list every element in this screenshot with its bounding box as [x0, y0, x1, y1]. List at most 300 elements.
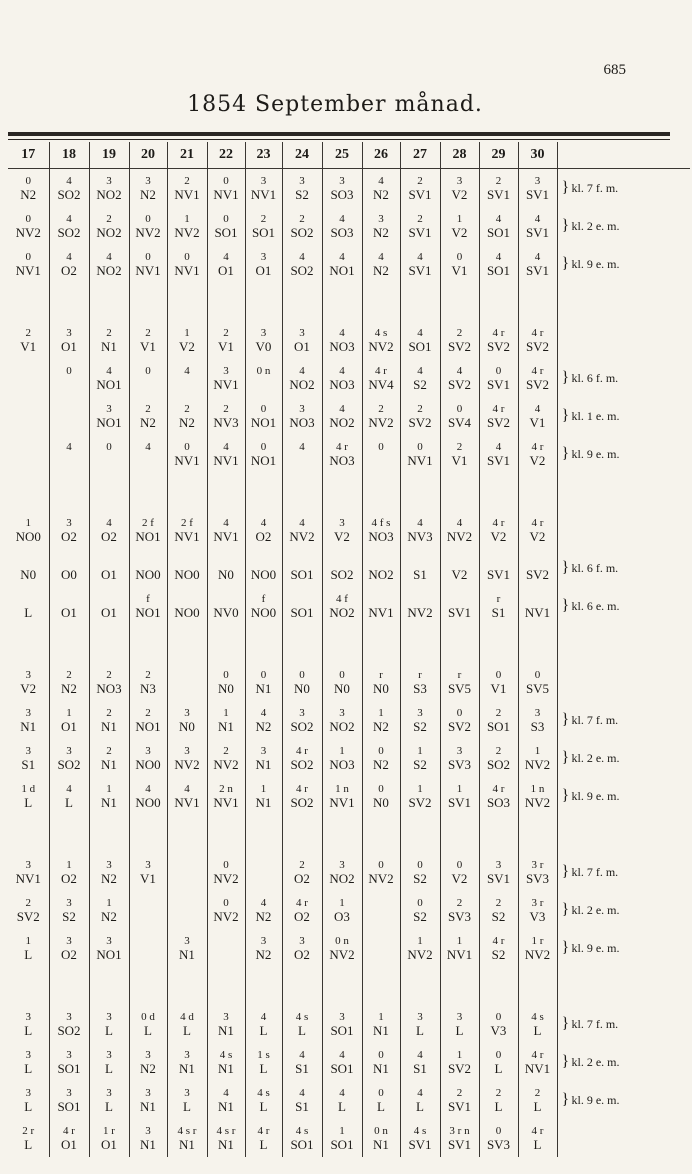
- observation-cell: [479, 359, 518, 397]
- cloud-value: 3: [417, 706, 423, 719]
- wind-value: N2: [373, 756, 389, 772]
- cloud-value: 1: [339, 744, 345, 757]
- observation-cell: [362, 777, 400, 815]
- wind-value: NV1: [174, 794, 200, 810]
- cloud-value: 4: [299, 364, 305, 377]
- cloud-value: 4: [184, 782, 190, 795]
- cloud-value: 1: [106, 782, 112, 795]
- wind-value: SV1: [486, 452, 511, 468]
- observation-cell: [207, 321, 245, 359]
- cloud-value: 4: [456, 516, 463, 529]
- observation-cell: [245, 397, 282, 435]
- cloud-value: [8, 402, 49, 416]
- observation-cell: [167, 245, 207, 283]
- wind-value: [130, 454, 167, 469]
- wind-value: L: [533, 1098, 542, 1114]
- cloud-value: 4: [106, 364, 112, 377]
- observation-cell: [245, 1119, 282, 1157]
- observation-cell: [89, 549, 129, 587]
- observation-cell: [282, 511, 322, 549]
- time-note: [557, 549, 690, 587]
- wind-value: SV1: [486, 186, 511, 202]
- cloud-value: [130, 896, 167, 910]
- time-note: [557, 891, 690, 929]
- observation-cell: [479, 663, 518, 701]
- wind-value: SV2: [408, 414, 432, 430]
- brace-icon: }: [561, 1091, 570, 1108]
- observation-cell: [167, 207, 207, 245]
- time-note: [557, 929, 690, 967]
- wind-value: V1: [451, 262, 468, 278]
- time-note: [557, 1005, 690, 1043]
- wind-value: SO1: [330, 1136, 354, 1152]
- wind-value: SO1: [330, 1060, 354, 1076]
- observation-cell: [207, 207, 245, 245]
- observation-cell: [129, 435, 167, 473]
- cloud-value: 4: [417, 250, 423, 263]
- cloud-value: 4: [66, 212, 72, 225]
- cloud-value: 1 n: [335, 782, 349, 795]
- cloud-value: 4: [339, 402, 345, 415]
- observation-cell: [282, 701, 322, 739]
- observation-cell: [440, 321, 479, 359]
- cloud-value: 3: [534, 706, 541, 719]
- observation-cell: [322, 701, 362, 739]
- observation-cell: [207, 663, 245, 701]
- cloud-value: 4 r: [492, 516, 505, 529]
- wind-value: O0: [61, 566, 77, 582]
- observation-cell: [207, 1119, 245, 1157]
- observation-cell: [129, 663, 167, 701]
- wind-value: L: [416, 1098, 424, 1114]
- wind-value: O1: [255, 262, 272, 278]
- observation-cell: [479, 891, 518, 929]
- observation-cell: [8, 663, 49, 701]
- cloud-value: 2: [106, 706, 112, 719]
- wind-value: [208, 948, 245, 963]
- observation-cell: [518, 1043, 557, 1081]
- cloud-value: 2: [495, 174, 502, 187]
- wind-value: NO3: [329, 376, 355, 392]
- cloud-value: 4: [66, 440, 72, 453]
- observation-cell: [282, 1005, 322, 1043]
- cloud-value: 4: [417, 1086, 423, 1099]
- observation-cell: [362, 739, 400, 777]
- time-note-label: kl. 9 e. m.: [571, 789, 620, 803]
- observation-cell: [440, 891, 479, 929]
- wind-value: [90, 454, 129, 469]
- cloud-value: f: [261, 592, 266, 605]
- cloud-value: 4: [299, 1048, 305, 1061]
- cloud-value: 2: [495, 706, 502, 719]
- wind-value: SV2: [447, 1060, 472, 1076]
- cloud-value: 3: [339, 174, 345, 187]
- cloud-value: 0: [417, 858, 423, 871]
- wind-value: S2: [413, 870, 427, 886]
- observation-cell: [362, 549, 400, 587]
- observation-cell: [207, 1043, 245, 1081]
- column-header-day: 17: [8, 142, 49, 169]
- cloud-value: r: [379, 668, 383, 681]
- wind-value: NO2: [329, 718, 355, 734]
- wind-value: N1: [101, 756, 117, 772]
- observation-cell: [322, 435, 362, 473]
- observation-cell: [49, 777, 89, 815]
- wind-value: SO1: [57, 1060, 81, 1076]
- wind-value: O2: [294, 870, 310, 886]
- observation-cell: [245, 549, 282, 587]
- wind-value: SV1: [447, 604, 472, 620]
- observation-cell: [245, 245, 282, 283]
- table-row: [8, 777, 690, 815]
- observation-cell: [129, 587, 167, 625]
- observation-cell: [518, 511, 557, 549]
- cloud-value: 4: [339, 250, 345, 263]
- cloud-value: 0 n: [374, 1124, 388, 1137]
- time-note-label: kl. 1 e. m.: [571, 409, 620, 423]
- cloud-value: 0: [260, 402, 267, 415]
- wind-value: N2: [179, 414, 195, 430]
- observation-cell: [8, 701, 49, 739]
- observation-cell: [282, 207, 322, 245]
- observation-cell: [282, 1081, 322, 1119]
- cloud-value: 3: [299, 174, 305, 187]
- cloud-value: 4: [260, 1010, 267, 1023]
- observation-cell: [362, 1081, 400, 1119]
- observation-cell: [282, 359, 322, 397]
- cloud-value: 2: [260, 212, 267, 225]
- cloud-value: 0: [223, 174, 229, 187]
- observation-cell: [89, 739, 129, 777]
- observation-cell: [362, 359, 400, 397]
- wind-value: L: [259, 1060, 268, 1076]
- cloud-value: 1: [417, 934, 423, 947]
- observation-cell: [167, 321, 207, 359]
- cloud-value: 3: [106, 1086, 112, 1099]
- table-row: [8, 1081, 690, 1119]
- observation-cell: [8, 169, 49, 208]
- wind-value: S2: [413, 718, 427, 734]
- wind-value: NV1: [135, 262, 161, 278]
- cloud-value: 4: [417, 516, 423, 529]
- observation-cell: [8, 511, 49, 549]
- observation-cell: [167, 587, 207, 625]
- wind-value: NV2: [135, 224, 161, 240]
- cloud-value: 0: [260, 440, 267, 453]
- wind-value: NV2: [368, 870, 394, 886]
- cloud-value: 0: [339, 668, 345, 681]
- cloud-value: 4: [223, 440, 229, 453]
- wind-value: NV1: [524, 604, 551, 620]
- wind-value: N1: [255, 680, 272, 696]
- cloud-value: 3: [106, 858, 112, 871]
- wind-value: NO1: [96, 376, 122, 392]
- wind-value: S2: [413, 908, 427, 924]
- cloud-value: 0: [25, 174, 31, 187]
- cloud-value: 4: [339, 364, 345, 377]
- wind-value: NO1: [135, 604, 161, 620]
- wind-value: NO0: [174, 604, 200, 620]
- observation-cell: [245, 511, 282, 549]
- observation-cell: [167, 435, 207, 473]
- wind-value: NO2: [96, 224, 122, 240]
- time-note-label: kl. 9 e. m.: [571, 257, 620, 271]
- cloud-value: 2: [145, 402, 151, 415]
- cloud-value: 4: [495, 212, 502, 225]
- time-note-label: kl. 7 f. m.: [571, 713, 619, 727]
- observation-cell: [167, 929, 207, 967]
- wind-value: SV1: [525, 262, 550, 278]
- cloud-value: 1 n: [530, 782, 545, 795]
- brace-icon: }: [561, 787, 570, 804]
- cloud-value: [363, 554, 400, 568]
- observation-cell: [245, 1005, 282, 1043]
- wind-value: [363, 910, 400, 925]
- cloud-value: 0: [66, 364, 72, 377]
- observation-cell: [129, 511, 167, 549]
- observation-cell: [518, 435, 557, 473]
- wind-value: V2: [451, 224, 468, 240]
- observation-cell: [518, 245, 557, 283]
- cloud-value: 1 r: [531, 934, 544, 947]
- wind-value: L: [24, 1060, 33, 1076]
- wind-value: L: [259, 1022, 268, 1038]
- cloud-value: 0: [378, 440, 384, 453]
- table-row: [8, 1043, 690, 1081]
- wind-value: SV2: [447, 376, 472, 392]
- cloud-value: [441, 592, 479, 606]
- wind-value: [130, 910, 167, 925]
- observation-cell: [282, 663, 322, 701]
- observation-cell: [440, 1119, 479, 1157]
- observation-cell: [362, 891, 400, 929]
- cloud-value: 2: [456, 440, 463, 453]
- wind-value: NV2: [446, 528, 473, 544]
- wind-value: SV2: [525, 376, 550, 392]
- observation-table: [8, 142, 690, 1157]
- observation-cell: [479, 853, 518, 891]
- observation-cell: [167, 739, 207, 777]
- wind-value: L: [416, 1022, 424, 1038]
- cloud-value: 1: [66, 858, 72, 871]
- cloud-value: 4: [299, 516, 305, 529]
- observation-cell: [8, 359, 49, 397]
- wind-value: SV1: [408, 186, 432, 202]
- observation-cell: [479, 1119, 518, 1157]
- observation-cell: [282, 1119, 322, 1157]
- wind-value: SO1: [251, 224, 276, 240]
- observation-cell: [400, 739, 440, 777]
- observation-cell: [440, 739, 479, 777]
- wind-value: SO1: [486, 224, 511, 240]
- cloud-value: 1: [417, 782, 423, 795]
- table-row: [8, 435, 690, 473]
- time-note-label: kl. 6 f. m.: [571, 371, 619, 385]
- wind-value: SV3: [486, 1136, 511, 1152]
- cloud-value: 0: [299, 668, 305, 681]
- wind-value: S3: [530, 718, 545, 734]
- observation-cell: [49, 245, 89, 283]
- wind-value: S2: [62, 908, 76, 924]
- observation-cell: [245, 359, 282, 397]
- time-note: [557, 777, 690, 815]
- cloud-value: 3: [260, 934, 267, 947]
- column-header-day: 22: [207, 142, 245, 169]
- time-note-label: kl. 6 e. m.: [571, 599, 620, 613]
- observation-cell: [89, 1119, 129, 1157]
- observation-cell: [518, 929, 557, 967]
- wind-value: NO3: [289, 414, 315, 430]
- cloud-value: 1: [25, 934, 31, 947]
- time-note: [557, 1081, 690, 1119]
- wind-value: NO2: [96, 262, 122, 278]
- column-header-day: 24: [282, 142, 322, 169]
- observation-cell: [89, 587, 129, 625]
- observation-cell: [129, 929, 167, 967]
- wind-value: N1: [373, 1060, 389, 1076]
- observation-cell: [400, 359, 440, 397]
- wind-value: V2: [451, 186, 468, 202]
- wind-value: O2: [61, 946, 77, 962]
- wind-value: NV1: [329, 794, 355, 810]
- cloud-value: 3: [66, 516, 72, 529]
- cloud-value: 3: [456, 174, 463, 187]
- observation-cell: [89, 397, 129, 435]
- observation-cell: [89, 359, 129, 397]
- cloud-value: 3: [223, 364, 229, 377]
- observation-cell: [89, 511, 129, 549]
- wind-value: [8, 378, 49, 393]
- observation-cell: [322, 739, 362, 777]
- wind-value: NO2: [289, 376, 315, 392]
- wind-value: O1: [101, 566, 117, 582]
- page-number: 685: [603, 62, 626, 78]
- observation-cell: [322, 511, 362, 549]
- cloud-value: [168, 896, 207, 910]
- wind-value: V1: [490, 680, 507, 696]
- wind-value: NV1: [213, 452, 239, 468]
- wind-value: S2: [491, 908, 506, 924]
- wind-value: [363, 454, 400, 469]
- wind-value: SV1: [447, 1136, 472, 1152]
- cloud-value: 4: [534, 402, 541, 415]
- observation-cell: [207, 853, 245, 891]
- observation-cell: [400, 549, 440, 587]
- wind-value: NO1: [250, 452, 277, 468]
- cloud-value: 2: [495, 1086, 502, 1099]
- cloud-value: [168, 554, 207, 568]
- wind-value: O1: [61, 338, 77, 354]
- observation-cell: [479, 245, 518, 283]
- wind-value: L: [494, 1060, 503, 1076]
- cloud-value: 4 r: [531, 440, 544, 453]
- wind-value: V2: [20, 680, 37, 696]
- wind-value: O1: [101, 1136, 117, 1152]
- wind-value: N2: [20, 186, 37, 202]
- cloud-value: 3: [106, 1048, 112, 1061]
- cloud-value: 2: [456, 326, 463, 339]
- cloud-value: 3: [417, 1010, 423, 1023]
- column-header-day: 20: [129, 142, 167, 169]
- wind-value: O2: [61, 528, 77, 544]
- cloud-value: 2: [145, 326, 151, 339]
- brace-icon: }: [561, 1015, 570, 1032]
- cloud-value: 2: [184, 174, 190, 187]
- wind-value: N2: [140, 186, 156, 202]
- wind-value: [246, 872, 282, 887]
- observation-cell: [322, 929, 362, 967]
- cloud-value: 3: [106, 174, 112, 187]
- observation-cell: [167, 1081, 207, 1119]
- wind-value: SO2: [290, 756, 314, 772]
- wind-value: N2: [373, 262, 389, 278]
- wind-value: L: [105, 1098, 113, 1114]
- cloud-value: 3: [456, 1010, 463, 1023]
- cloud-value: [208, 934, 245, 948]
- cloud-value: [283, 554, 322, 568]
- cloud-value: 4: [66, 250, 72, 263]
- wind-value: N2: [140, 1060, 156, 1076]
- wind-value: N1: [255, 756, 272, 772]
- wind-value: S2: [413, 376, 427, 392]
- wind-value: N1: [20, 718, 37, 734]
- wind-value: NO0: [135, 566, 161, 582]
- wind-value: SV1: [486, 376, 511, 392]
- cloud-value: 4: [339, 1086, 345, 1099]
- wind-value: V2: [334, 528, 350, 544]
- observation-cell: [322, 1043, 362, 1081]
- cloud-value: 3: [299, 326, 305, 339]
- observation-cell: [245, 169, 282, 208]
- observation-cell: [362, 929, 400, 967]
- wind-value: L: [338, 1098, 346, 1114]
- observation-cell: [282, 1043, 322, 1081]
- cloud-value: 4 r: [492, 402, 505, 415]
- wind-value: V2: [451, 566, 468, 582]
- cloud-value: [323, 554, 362, 568]
- observation-cell: [400, 777, 440, 815]
- observation-cell: [479, 169, 518, 208]
- observation-cell: [362, 1043, 400, 1081]
- cloud-value: 3: [456, 744, 463, 757]
- wind-value: [8, 416, 49, 431]
- observation-cell: [400, 587, 440, 625]
- cloud-value: 3: [260, 174, 267, 187]
- observation-cell: [362, 435, 400, 473]
- observation-cell: [400, 1005, 440, 1043]
- observation-cell: [49, 1119, 89, 1157]
- wind-value: NV1: [250, 186, 277, 202]
- table-row: [8, 397, 690, 435]
- wind-value: NV2: [524, 756, 551, 772]
- observation-cell: [282, 777, 322, 815]
- observation-cell: [207, 1005, 245, 1043]
- observation-cell: [167, 1043, 207, 1081]
- column-header-day: 26: [362, 142, 400, 169]
- cloud-value: 0: [456, 858, 463, 871]
- observation-cell: [167, 169, 207, 208]
- wind-value: S2: [295, 186, 309, 202]
- observation-cell: [207, 359, 245, 397]
- wind-value: SV2: [447, 718, 472, 734]
- brace-icon: }: [561, 711, 570, 728]
- wind-value: L: [24, 1098, 33, 1114]
- observation-cell: [518, 701, 557, 739]
- header-rule: [8, 132, 670, 136]
- observation-cell: [167, 853, 207, 891]
- wind-value: O1: [61, 718, 77, 734]
- observation-cell: [400, 891, 440, 929]
